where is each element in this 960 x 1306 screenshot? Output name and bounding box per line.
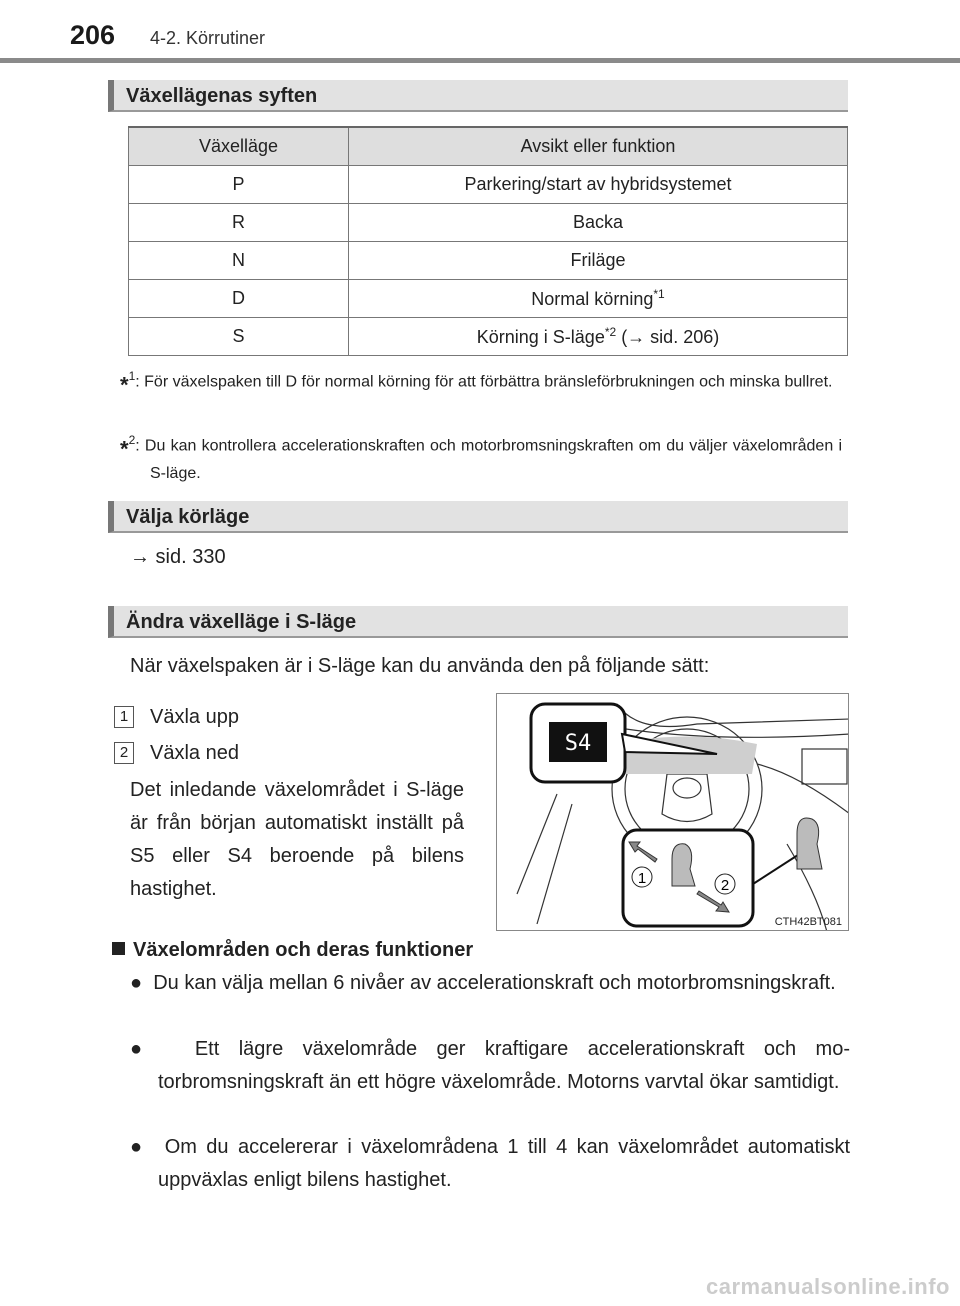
bullet-icon: ● <box>130 972 154 994</box>
table-row <box>129 203 848 241</box>
footnote-2 <box>120 428 842 486</box>
bullet-item <box>130 1131 850 1197</box>
footnote-number: 2 <box>128 433 136 447</box>
step-label: Växla ned <box>150 742 239 764</box>
footnote-1 <box>120 364 842 397</box>
shift-lever-illustration <box>496 693 849 931</box>
step-label: Växla upp <box>150 706 239 728</box>
mode-cell: S <box>129 317 349 355</box>
function-text: Körning i S-läge <box>476 326 605 347</box>
footnote-ref: *1 <box>653 286 665 301</box>
table-row <box>129 165 848 203</box>
bullet-item <box>130 1033 850 1099</box>
gear-modes-table <box>128 126 848 356</box>
function-cell: Backa <box>349 203 848 241</box>
mode-cell: R <box>129 203 349 241</box>
subheading-text: Växelområden och deras funktioner <box>133 939 474 961</box>
column-header: Avsikt eller funktion <box>349 127 848 165</box>
table-row <box>129 241 848 279</box>
column-header: Växelläge <box>129 127 349 165</box>
step-2 <box>114 737 239 770</box>
header-rule <box>0 58 960 63</box>
section-heading-gear-purposes: Växellägenas syften <box>108 80 848 112</box>
description-text: Det inledande växelområdet i S-läge är från början automatiskt inställt på S5 eller S4 beroende på bilens hastighet. <box>130 779 464 900</box>
mode-cell: N <box>129 241 349 279</box>
bullet-item <box>130 967 850 1000</box>
asterisk: * <box>120 372 129 398</box>
footnote-ref: *2 <box>604 324 617 339</box>
page-number: 206 <box>70 20 116 50</box>
bullet-text: Ett lägre växelområde ger kraftigare accelerationskraft och motorbromsningskraft än ett högre växelområde. Motorns varvtal ökar samtidigt. <box>158 1038 850 1093</box>
table-row <box>129 317 848 355</box>
s4-display: S4 <box>564 731 592 756</box>
car-interior-drawing <box>497 694 849 931</box>
function-cell: Friläge <box>349 241 848 279</box>
watermark: carmanualsonline.info <box>706 1274 950 1299</box>
asterisk: * <box>120 436 129 462</box>
chapter-title: 4-2. Körrutiner <box>150 28 266 48</box>
table-header-row <box>129 127 848 165</box>
section-heading-drive-mode: Välja körläge <box>108 501 848 533</box>
step-1 <box>114 701 239 734</box>
subheading <box>112 934 473 967</box>
callout-2: 2 <box>720 877 730 894</box>
mode-cell: P <box>129 165 349 203</box>
footnote-text: : Du kan kontrollera accelerationskraften och motorbromsningskraften om du väljer växelområden i S-läge. <box>135 437 842 483</box>
page-link[interactable]: (→ sid. 206) <box>621 326 720 347</box>
callout-1: 1 <box>637 870 647 887</box>
figure-code: CTH42BT081 <box>774 916 842 928</box>
step-number-badge: 1 <box>114 706 134 728</box>
intro-text: När växelspaken är i S-läge kan du använda den på följande sätt: <box>130 655 710 677</box>
footnote-text: : För växelspaken till D för normal körning för att förbättra bränsleförbrukningen och minska bullret. <box>135 373 833 391</box>
step-number-badge: 2 <box>114 742 134 764</box>
mode-cell: D <box>129 279 349 317</box>
function-cell <box>349 317 848 355</box>
page-reference-link[interactable]: → sid. 330 <box>130 546 226 568</box>
function-text: Normal körning <box>531 288 654 309</box>
bullet-text: Du kan välja mellan 6 nivåer av accelerationskraft och motorbromsningskraft. <box>153 972 836 994</box>
table-row <box>129 279 848 317</box>
bullet-icon: ● <box>130 1136 165 1158</box>
footnote-number: 1 <box>128 369 136 383</box>
section-heading-s-mode: Ändra växelläge i S-läge <box>108 606 848 638</box>
square-bullet-icon <box>112 942 125 955</box>
function-cell: Parkering/start av hybridsystemet <box>349 165 848 203</box>
function-cell <box>349 279 848 317</box>
bullet-text: Om du accelererar i växelområdena 1 till 4 kan växelområdet automatiskt uppväxlas enligt bilens hastighet. <box>158 1136 850 1191</box>
bullet-icon: ● <box>130 1038 195 1060</box>
